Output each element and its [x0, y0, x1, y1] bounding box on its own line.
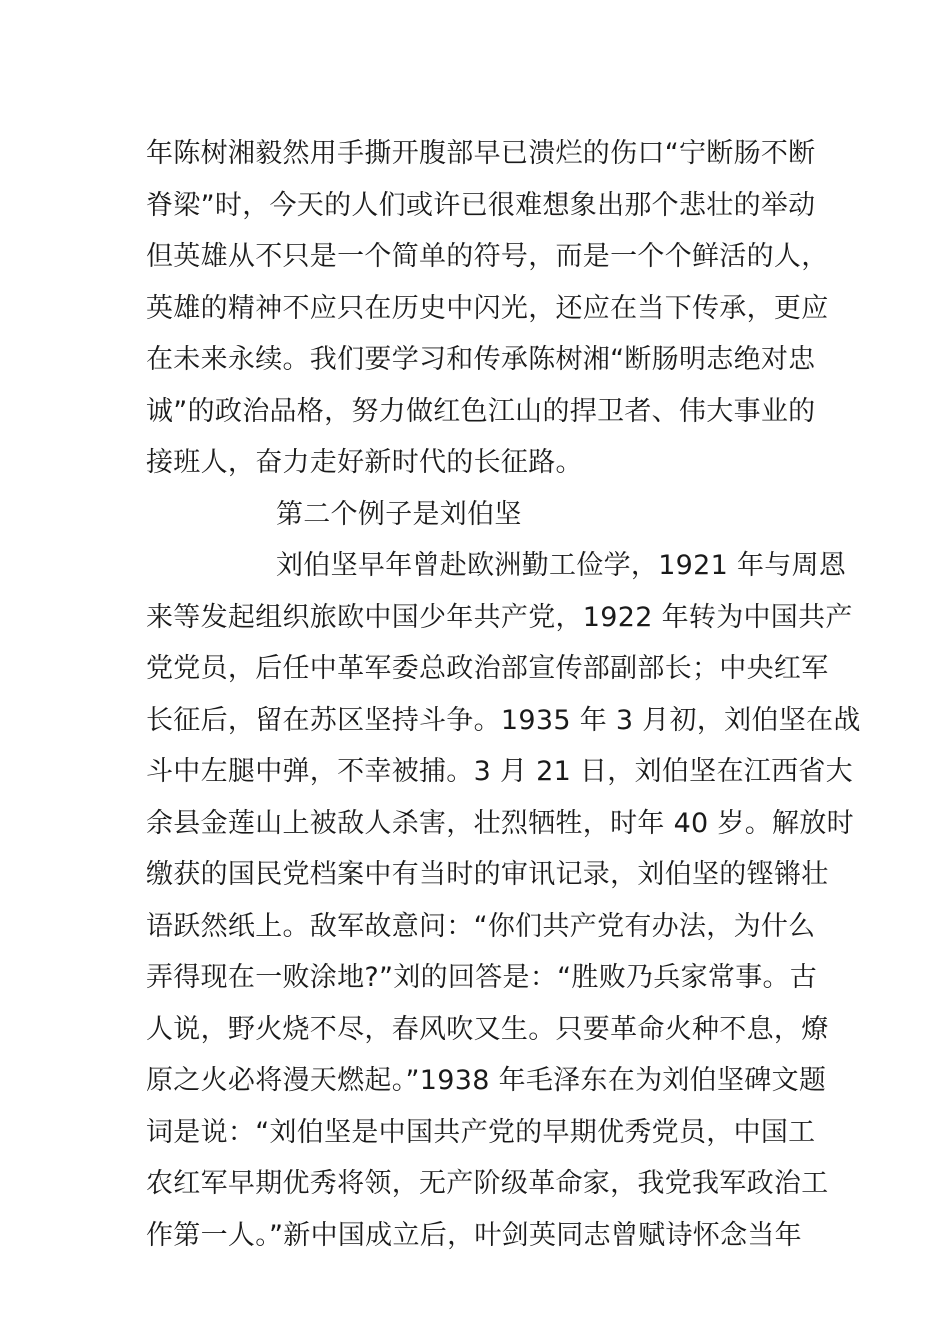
text-line: 斗中左腿中弹，不幸被捕。3 月 21 日，刘伯坚在江西省大	[146, 756, 853, 787]
paragraph-liu-bojian	[146, 540, 861, 1261]
text-line: 作第一人。”新中国成立后，叶剑英同志曾赋诗怀念当年	[146, 1219, 802, 1251]
text-line: 诚”的政治品格，努力做红色江山的捍卫者、伟大事业的	[146, 395, 816, 427]
text-line: 缴获的国民党档案中有当时的审讯记录，刘伯坚的铿锵壮	[146, 859, 829, 890]
section-heading: 第二个例子是刘伯坚	[276, 498, 522, 530]
paragraph-chen-shuxiang	[146, 128, 829, 489]
text-line: 农红军早期优秀将领，无产阶级革命家，我党我军政治工	[146, 1168, 829, 1199]
text-line: 余县金莲山上被敌人杀害，壮烈牺牲，时年 40 岁。解放时	[146, 807, 854, 839]
text-line: 脊梁”时，今天的人们或许已很难想象出那个悲壮的举动	[146, 189, 816, 221]
text-line: 人说，野火烧不尽，春风吹又生。只要革命火种不息，燎	[146, 1013, 829, 1045]
text-line: 年陈树湘毅然用手撕开腹部早已溃烂的伤口“宁断肠不断	[146, 138, 816, 169]
text-line: 党党员，后任中革军委总政治部宣传部副部长；中央红军	[146, 653, 829, 684]
text-line: 语跃然纸上。敌军故意问：“你们共产党有办法，为什么	[146, 910, 816, 942]
text-line: 但英雄从不只是一个简单的符号，而是一个个鲜活的人，	[146, 241, 829, 272]
text-line: 原之火必将漫天燃起。”1938 年毛泽东在为刘伯坚碑文题	[146, 1065, 827, 1096]
text-line: 来等发起组织旅欧中国少年共产党，1922 年转为中国共产	[146, 601, 853, 633]
text-line: 刘伯坚早年曾赴欧洲勤工俭学，1921 年与周恩	[276, 550, 847, 581]
text-line: 词是说：“刘伯坚是中国共产党的早期优秀党员，中国工	[146, 1116, 816, 1148]
text-line: 弄得现在一败涂地?”刘的回答是：“胜败乃兵家常事。古	[146, 962, 818, 993]
text-line: 英雄的精神不应只在历史中闪光，还应在当下传承，更应	[146, 292, 829, 324]
text-line: 接班人，奋力走好新时代的长征路。	[146, 447, 583, 478]
text-line: 在未来永续。我们要学习和传承陈树湘“断肠明志绝对忠	[146, 344, 816, 375]
text-line: 长征后，留在苏区坚持斗争。1935 年 3 月初，刘伯坚在战	[146, 704, 861, 736]
document-body	[146, 128, 861, 1261]
